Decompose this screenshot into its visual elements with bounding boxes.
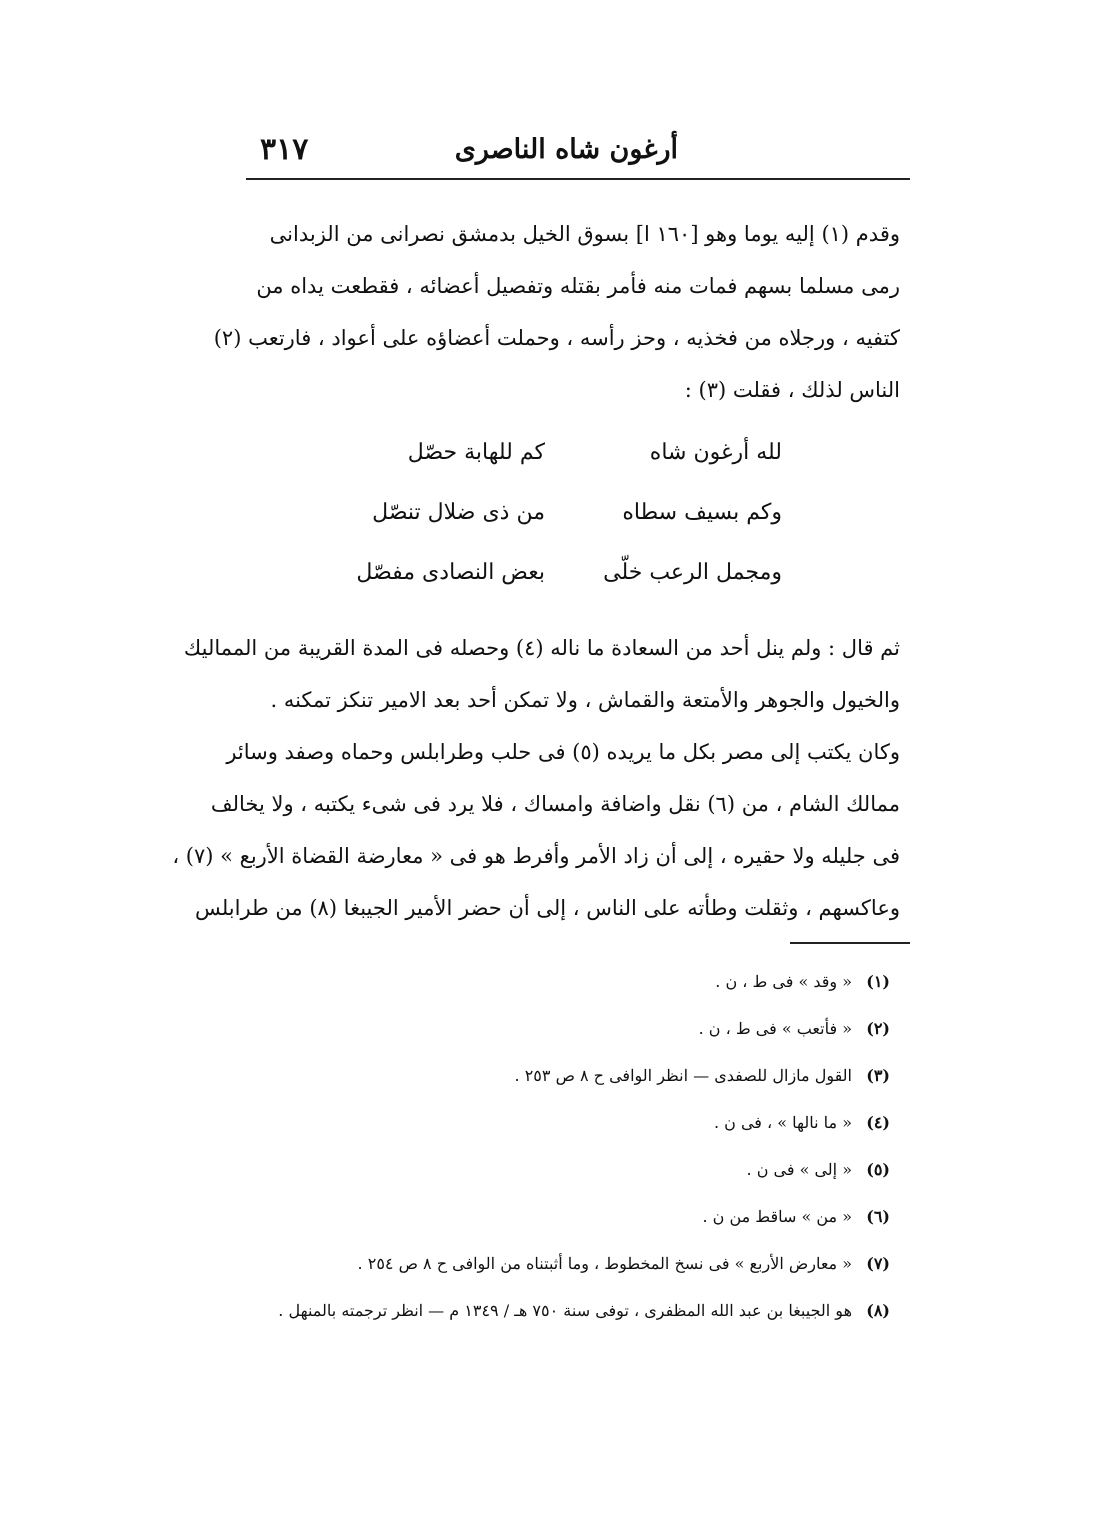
- main-text: [172, 208, 900, 934]
- verse-first-hemistich: وكم بسيف سطاه: [622, 500, 782, 525]
- poem-verse: [248, 490, 900, 550]
- footnote-number: (٨): [866, 1301, 890, 1320]
- header-rule: [246, 178, 910, 180]
- footnote: [250, 1293, 890, 1340]
- paragraph-1: [213, 208, 900, 416]
- verse-second-hemistich: من ذى ضلال تنصّل: [372, 500, 545, 525]
- text-line: وقدم (١) إليه يوما وهو [١٦٠ ا] بسوق الخيل بدمشق نصرانى من الزبدانى: [269, 222, 900, 246]
- footnote-text: « وقد » فى ط ، ن .: [715, 972, 852, 991]
- footnote: [250, 964, 890, 1011]
- footnote-number: (١): [866, 972, 890, 991]
- footnote-rule: [790, 942, 910, 944]
- text-line: ثم قال : ولم ينل أحد من السعادة ما ناله (٤) وحصله فى المدة القريبة من المماليك: [183, 636, 900, 660]
- verse-first-hemistich: لله أرغون شاه: [649, 440, 782, 465]
- footnote-text: « إلى » فى ن .: [746, 1160, 852, 1179]
- running-title: أرغون شاه الناصرى: [454, 134, 678, 165]
- footnote-number: (٢): [866, 1019, 890, 1038]
- paragraph-2: [172, 622, 900, 934]
- poem-verse: [248, 430, 900, 490]
- text-line: وعاكسهم ، وثقلت وطأته على الناس ، إلى أن حضر الأمير الجيبغا (٨) من طرابلس: [195, 896, 900, 920]
- footnote: [250, 1011, 890, 1058]
- footnote-number: (٣): [866, 1066, 890, 1085]
- verse-second-hemistich: بعض النصادى مفصّل: [356, 560, 545, 585]
- footnote-text: القول مازال للصفدى — انظر الوافى ح ٨ ص ٢٥٣ .: [514, 1066, 852, 1085]
- footnote-text: « ما نالها » ، فى ن .: [713, 1113, 852, 1132]
- footnote-number: (٤): [866, 1113, 890, 1132]
- footnote: [250, 1246, 890, 1293]
- footnote-text: « معارض الأربع » فى نسخ المخطوط ، وما أثبتناه من الوافى ح ٨ ص ٢٥٤ .: [357, 1254, 852, 1273]
- footnote-text: « من » ساقط من ن .: [702, 1207, 852, 1226]
- footnote-text: « فأتعب » فى ط ، ن .: [698, 1019, 852, 1038]
- poem: [248, 430, 900, 622]
- text-line: والخيول والجوهر والأمتعة والقماش ، ولا تمكن أحد بعد الامير تنكز تمكنه .: [270, 688, 900, 712]
- footnote-number: (٦): [866, 1207, 890, 1226]
- page-number: ٣١٧: [260, 132, 309, 167]
- footnote: [250, 1058, 890, 1105]
- footnotes: [250, 964, 890, 1340]
- text-line: الناس لذلك ، فقلت (٣) :: [684, 378, 900, 402]
- poem-verse: [248, 550, 900, 610]
- text-line: ممالك الشام ، من (٦) نقل واضافة وامساك ، فلا يرد فى شىء يكتبه ، ولا يخالف: [210, 792, 900, 816]
- verse-first-hemistich: ومجمل الرعب خلّى: [603, 560, 782, 585]
- footnote-text: هو الجيبغا بن عبد الله المظفرى ، توفى سنة ٧٥٠ هـ / ١٣٤٩ م — انظر ترجمته بالمنهل .: [278, 1301, 852, 1320]
- text-line: وكان يكتب إلى مصر بكل ما يريده (٥) فى حلب وطرابلس وحماه وصفد وسائر: [226, 740, 900, 764]
- page-header: [248, 128, 910, 178]
- text-line: كتفيه ، ورجلاه من فخذيه ، وحز رأسه ، وحملت أعضاؤه على أعواد ، فارتعب (٢): [213, 326, 900, 350]
- footnote: [250, 1152, 890, 1199]
- footnote: [250, 1199, 890, 1246]
- verse-second-hemistich: كم للهابة حصّل: [407, 440, 545, 465]
- text-line: فى جليله ولا حقيره ، إلى أن زاد الأمر وأفرط هو فى « معارضة القضاة الأربع » (٧) ،: [172, 844, 900, 868]
- footnote-number: (٧): [866, 1254, 890, 1273]
- footnote-number: (٥): [866, 1160, 890, 1179]
- text-line: رمى مسلما بسهم فمات منه فأمر بقتله وتفصيل أعضائه ، فقطعت يداه من: [256, 274, 900, 298]
- footnote: [250, 1105, 890, 1152]
